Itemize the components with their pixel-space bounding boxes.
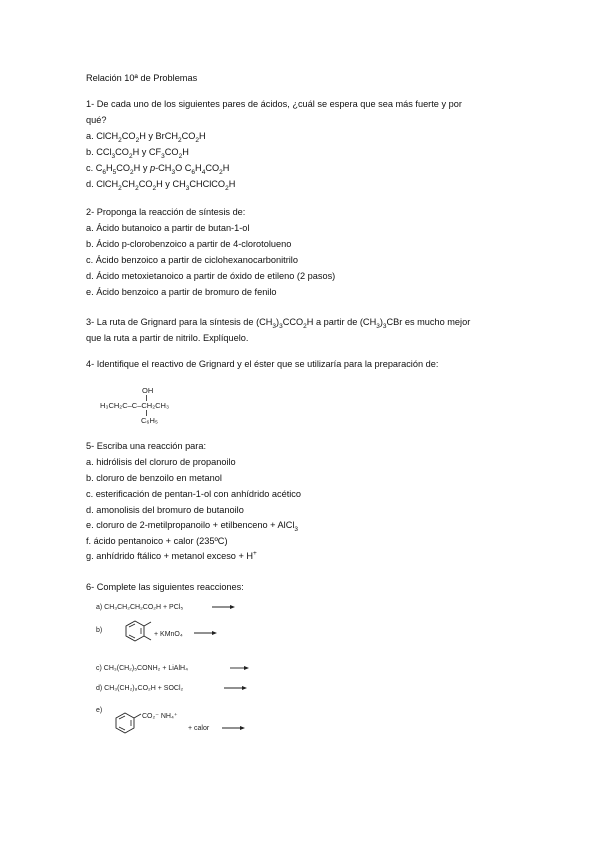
q6-reaction-b-label: b) [96,627,103,634]
q2-item-e: e. Ácido benzoico a partir de bromuro de fenilo [86,287,277,297]
q6-reaction-e-group: CO₂⁻ NH₄⁺ [142,713,178,720]
q5-item-e: e. cloruro de 2-metilpropanoilo + etilbenceno + AlCl$_3$ [86,520,298,533]
q1-item-a: a. $ClCH_2CO_2H$ y $BrCH_2CO_2H$ [86,131,206,144]
q6-reaction-e-reagent: + calor [188,725,210,732]
q6-stem: 6- Complete las siguientes reacciones: [86,582,244,592]
q1-item-c: c. $C_6H_5CO_2H$ y $p-CH_3O$ $C_6H_4CO_2H$ [86,163,230,176]
q1-item-d: d. $ClCH_2CH_2CO_2H$ y $CH_3CHClCO_2H$ [86,179,236,192]
q4-phenyl-label: C₆H₅ [141,416,158,425]
q5-item-c: c. esterificación de pentan-1-ol con anhídrido acético [86,489,302,499]
q1-item-b: b. $CCl_3CO_2H$ y $CF_3CO_2H$ [86,147,189,160]
page-title: Relación 10ª de Problemas [86,73,198,83]
q5-stem: 5- Escriba una reacción para: [86,441,207,451]
q5-item-b: b. cloruro de benzoilo en metanol [86,473,222,483]
q5-item-f: f. ácido pentanoico + calor (235ºC) [86,536,228,546]
q6-reaction-c: c) CH₃(CH₂)₅CONH₂ + LiAlH₄ [96,665,188,672]
q2-item-d: d. Ácido metoxietanoico a partir de óxido de etileno (2 pasos) [86,271,336,281]
q2-item-b: b. Ácido p-clorobenzoico a partir de 4-clorotolueno [86,239,292,249]
q4-structure [100,384,240,434]
q1-stem-line2: qué? [86,115,107,125]
q2-stem: 2- Proponga la reacción de síntesis de: [86,207,246,217]
q4-oh-label: OH [142,386,154,395]
q6-reactions [94,597,294,747]
q6-reaction-a: a) CH₃CH₂CH₂CO₂H + PCl₅ [96,604,184,611]
q1-stem-line1: 1- De cada uno de los siguientes pares de ácidos, ¿cuál se espera que sea más fuerte y por [86,99,462,109]
q4-stem: 4- Identifique el reactivo de Grignard y el éster que se utilizaría para la preparación de: [86,359,439,369]
q5-item-g: g. anhídrido ftálico + metanol exceso + H+ [86,549,257,561]
q6-reaction-e-label: e) [96,707,103,714]
q2-item-c: c. Ácido benzoico a partir de ciclohexanocarbonitrilo [86,255,298,265]
q5-item-a: a. hidrólisis del cloruro de propanoilo [86,457,236,467]
q6-reaction-d: d) CH₃(CH₂)₈CO₂H + SOCl₂ [96,685,184,692]
q4-main-chain: H₃CH₂C–C–CH₂CH₃ [100,401,170,410]
q5-item-d: d. amonolisis del bromuro de butanoilo [86,505,244,515]
q3-line1: 3- La ruta de Grignard para la síntesis de $(CH_3)_3CCO_2H$ a partir de $(CH_3)_3CBr$ es mucho mejor [86,317,471,330]
q6-reaction-b-reagent: + KMnO₄ [154,631,183,638]
q2-item-a: a. Ácido butanoico a partir de butan-1-ol [86,223,250,233]
q3-line2: que la ruta a partir de nitrilo. Explíquelo. [86,333,249,343]
